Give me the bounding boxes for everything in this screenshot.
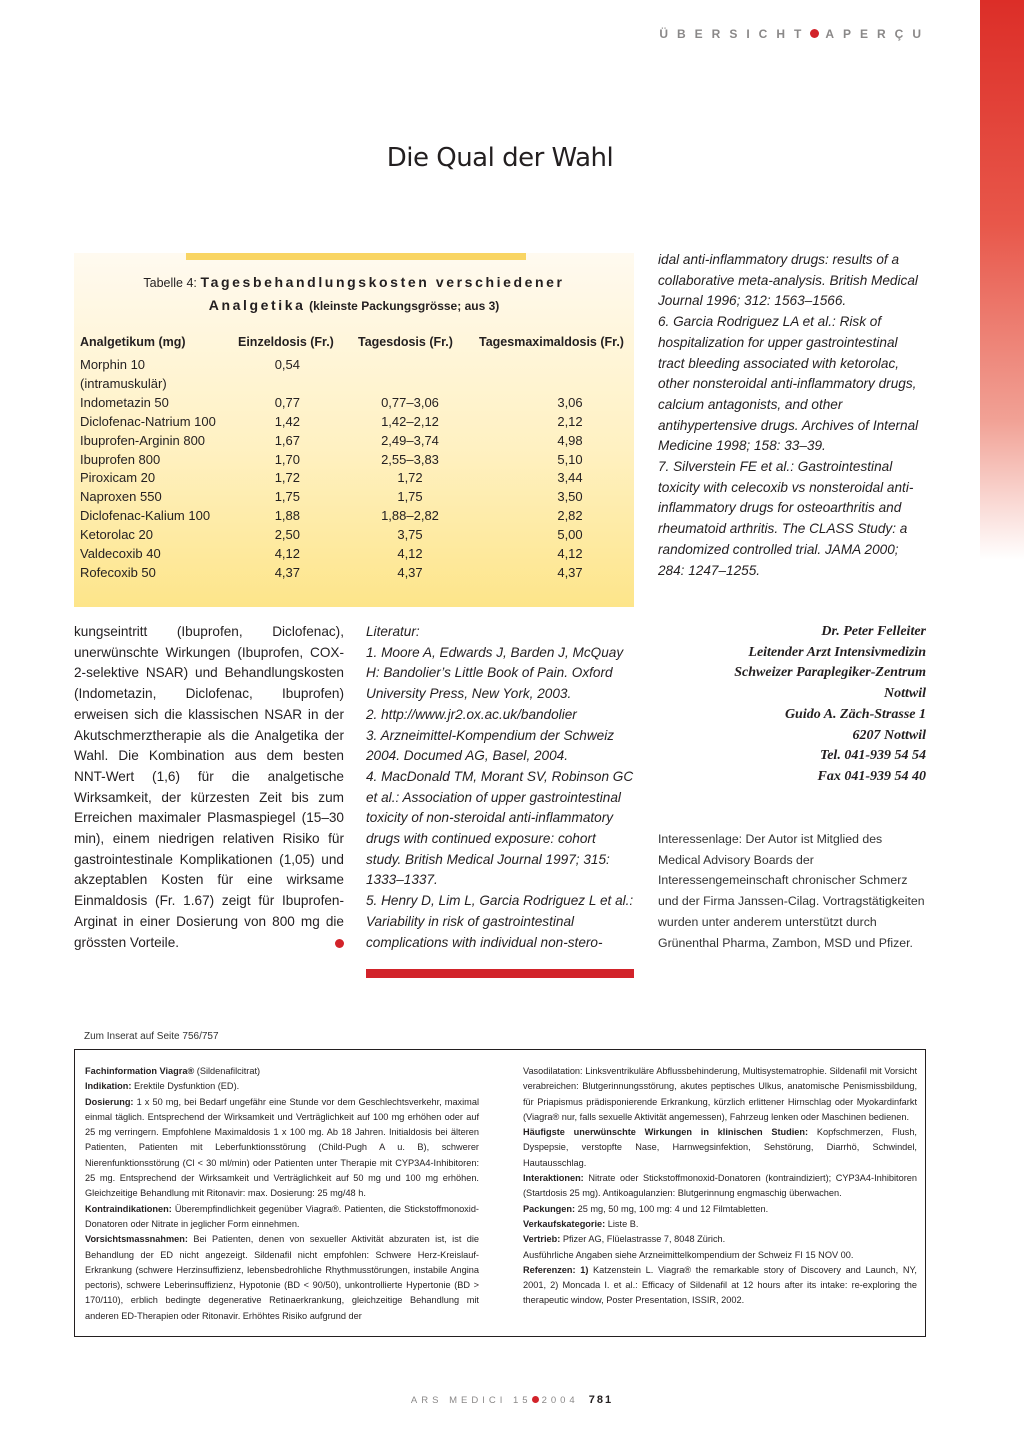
footer-year: 2004 [541,1395,579,1406]
table-caption-label: Tabelle 4: [143,276,197,290]
max-dose-cell: 4,98 [557,432,583,448]
table-header-drug: Analgetikum (mg) [80,335,186,349]
drug-name-cell: (intramuskulär) [80,375,167,391]
table-row [80,565,640,584]
single-dose-cell: 1,70 [274,451,300,467]
drug-name-cell: Diclofenac-Kalium 100 [80,508,211,524]
single-dose-cell: 1,42 [274,413,300,429]
reference-item: 4. MacDonald TM, Morant SV, Robinson GC et al.: Association of upper gastrointestinal toxicity of non-steroidal anti-inflammatory drugs with continued exposure: cohort study. British Medical Journal 1997; 315: 1333–1337. [366,768,634,888]
table-caption-note: (kleinste Packungsgrösse; aus 3) [309,299,500,313]
drug-name-cell: Ibuprofen 800 [80,451,161,467]
author-city: 6207 Nottwil [852,727,926,743]
prescribing-info-heading: Fachinformation Viagra® [85,1066,195,1076]
author-institution: Schweizer Paraplegiker-Zentrum [734,665,926,681]
prescribing-info-paragraph [523,1263,917,1309]
daily-dose-cell: 1,42–2,12 [381,413,439,429]
daily-dose-cell: 4,12 [397,546,423,561]
author-name: Dr. Peter Felleiter [821,624,926,639]
table-row [80,414,640,433]
prescribing-info-text: Überempfindlichkeit gegenüber Viagra®. Patienten, die Stickstoffmonoxid-Donatoren oder Nitrate in jeglicher Form einnehmen. [85,1203,479,1229]
edge-color-bar [980,0,1024,560]
daily-dose-cell: 0,77–3,06 [381,394,439,410]
single-dose-cell: 4,12 [274,546,300,561]
prescribing-info-paragraph [523,1232,917,1247]
section-header [620,27,930,41]
prescribing-info-text: Liste B. [605,1218,639,1229]
prescribing-info-text: Nitrate oder Stickstoffmonoxid-Donatoren (kontraindiziert); CYP3A4-Inhibitoren (Startdosis 25 mg). Antikoagulanzien: Blutgerinnung engmaschig überwachen. [523,1173,917,1199]
drug-name-cell: Morphin 10 [80,357,146,372]
single-dose-cell: 2,50 [274,527,300,543]
prescribing-info-text: 1 x 50 mg, bei Bedarf ungefähr eine Stunde vor dem Geschlechtsverkehr, maximal einmal täglich. Entsprechend der Wirksamkeit und Verträglichkeit auf 100 mg erhöhen oder auf 25 mg verringern. Empfohlene Maximaldosis 1 x 100 mg. Ab 18 Jahren. Initialdosis bei älteren Patienten, Patienten mit Leberfunktionsstörung (Child-Pugh A u. B), schwerer Nierenfunktionsstörung (Cl < 30 ml/min) oder Patienten unter Therapie mit CYP3A4-Inhibitoren: 25 mg. Entsprechend der Wirksamkeit und Verträglichkeit auf 50 mg und 100 mg erhöhen. Gleichzeitige Behandlung mit Ritonavir: max. Dosierung: 25 mg/48 h. [85,1096,479,1199]
table-row [80,452,640,471]
prescribing-info-paragraph [523,1064,917,1125]
table-row [80,433,640,452]
daily-dose-cell: 1,72 [397,470,423,486]
prescribing-info-text: Kopfschmerzen, Flush, Dyspepsie, verstopfte Nase, Harnwegsinfektion, Sehstörung, Diarrhö, Schwindel, Hautausschlag. [523,1127,917,1168]
reference-item: 6. Garcia Rodriguez LA et al.: Risk of hospitalization for upper gastrointestinal tract bleeding associated with ketorolac, other nonsteroidal anti-inflammatory drugs, calcium antagonists, and other antihypertensive drugs. Archives of Internal Medicine 1998; 158: 33–39. [658,314,919,454]
table-caption [74,271,634,317]
prescribing-info-text: Katzenstein L. Viagra® the remarkable story of Discovery and Launch, NY, 2001, 2) Moncada I. et al.: Efficacy of Sildenafil at 12 hours after its intake: re-exploring the therapeutic window, Poster Presentation, ISSIR, 2002. [523,1264,917,1306]
table-header-daily: Tagesdosis (Fr.) [358,335,453,349]
end-mark-icon [335,939,344,948]
ad-reference-note: Zum Inserat auf Seite 756/757 [84,1031,219,1042]
max-dose-cell: 4,12 [557,546,583,561]
author-fax: Fax 041-939 54 40 [817,768,926,784]
prescribing-info-paragraph [85,1095,479,1202]
table-caption-line2: Analgetika [208,297,306,313]
table-row [80,546,640,565]
prescribing-info-text: Ausführliche Angaben siehe Arzneimittelkompendium der Schweiz FI 15 NOV 00. [523,1249,854,1260]
prescribing-info-left [85,1064,479,1324]
single-dose-cell: 1,75 [274,489,300,505]
single-dose-cell: 1,67 [274,432,300,448]
literature-column-right [658,250,926,581]
table-row [80,357,640,376]
reference-item: idal anti-inflammatory drugs: results of a collaborative meta-analysis. British Medical Journal 1996; 312: 1563–1566. [658,252,918,309]
drug-name-cell: Diclofenac-Natrium 100 [80,413,216,429]
table-row [80,395,640,414]
prescribing-info-paragraph [523,1202,917,1217]
max-dose-cell: 3,44 [557,470,583,486]
footer-journal: ARS MEDICI 15 [410,1395,532,1406]
table-header-single: Einzeldosis (Fr.) [238,335,334,349]
section-label-fr: APERÇU [825,27,930,41]
single-dose-cell: 1,72 [274,470,300,486]
prescribing-info-heading: Vertrieb: [523,1234,561,1245]
author-block [658,622,926,788]
prescribing-info-paragraph [85,1079,479,1094]
prescribing-info-heading: Indikation: [85,1081,132,1092]
single-dose-cell: 0,77 [274,394,300,410]
max-dose-cell: 3,50 [557,489,583,505]
single-dose-cell: 4,37 [274,564,300,580]
reference-item: 2. http://www.jr2.ox.ac.uk/bandolier [366,706,577,722]
drug-name-cell: Naproxen 550 [80,489,162,505]
prescribing-info-paragraph [85,1232,479,1324]
prescribing-info-paragraph [85,1202,479,1233]
bullet-dot-icon [810,29,819,38]
column-end-bar [366,969,634,978]
prescribing-info-text: (Sildenafilcitrat) [194,1066,261,1076]
drug-name-cell: Ketorolac 20 [80,527,153,543]
daily-dose-cell: 3,75 [397,527,423,543]
prescribing-info-paragraph [85,1064,479,1079]
prescribing-info-heading: Packungen: [523,1203,576,1214]
author-phone: Tel. 041-939 54 54 [819,748,926,764]
reference-item: 5. Henry D, Lim L, Garcia Rodriguez L et al.: Variability in risk of gastrointestinal complications with individual non-stero- [366,893,634,950]
prescribing-info-text: 25 mg, 50 mg, 100 mg: 4 und 12 Filmtabletten. [575,1203,769,1214]
page-number: 781 [588,1394,614,1406]
daily-dose-cell: 1,75 [397,489,423,505]
prescribing-info-heading: Referenzen: 1) [523,1264,589,1275]
max-dose-cell: 2,12 [557,413,583,429]
prescribing-info-text: Bei Patienten, denen von sexueller Aktivität abzuraten ist, ist die Behandlung der ED nicht angezeigt. Sildenafil nicht empfohlen: Schwere Herz-Kreislauf-Erkrankung (schwere Herzinsuffizienz, lebensbedrohliche Rhythmusstörungen, instabile Angina pectoris), schwere Leberinsuffizienz, Hypotonie (BD < 90/50), unkontrollierte Hypertonie (BD > 170/110), erblich bedingte degenerative Retinaerkrankung, gleichzeitige Behandlung mit anderen ED-Therapien oder Ritonavir. Erhöhtes Risiko aufgrund der [85,1234,479,1321]
prescribing-info-heading: Interaktionen: [523,1173,584,1184]
article-title: Die Qual der Wahl [386,143,614,173]
author-position: Leitender Arzt Intensivmedizin [748,644,926,660]
max-dose-cell: 5,00 [557,527,583,543]
footer-dot-icon [532,1396,539,1403]
drug-name-cell: Rofecoxib 50 [80,564,156,580]
table-row [80,527,640,546]
max-dose-cell: 2,82 [557,508,583,524]
prescribing-info-paragraph [523,1125,917,1171]
max-dose-cell: 5,10 [557,451,583,467]
literature-heading: Literatur: [366,624,420,639]
drug-name-cell: Ibuprofen-Arginin 800 [80,432,206,448]
author-location: Nottwil [883,686,926,702]
literature-column [366,622,634,953]
reference-item: 3. Arzneimittel-Kompendium der Schweiz 2004. Documed AG, Basel, 2004. [366,727,615,764]
conflict-of-interest: Interessenlage: Der Autor ist Mitglied des Medical Advisory Boards der Interessengemeinschaft chronischer Schmerz und der Firma Janssen-Cilag. Vortragstätigkeiten wurden unter anderem unterstützt durch Grünenthal Pharma, Zambon, MSD und Pfizer. [658,832,925,950]
prescribing-info-right [523,1064,917,1309]
max-dose-cell: 4,37 [557,564,583,580]
table-row [80,508,640,527]
table-row [80,470,640,489]
drug-name-cell: Indometazin 50 [80,394,169,410]
prescribing-info-box [74,1049,926,1337]
prescribing-info-heading: Häufigste unerwünschte Wirkungen in klinischen Studien: [523,1127,809,1138]
author-street: Guido A. Zäch-Strasse 1 [784,706,926,722]
reference-item: 1. Moore A, Edwards J, Barden J, McQuay H: Bandolier’s Little Book of Pain. Oxford University Press, New York, 2003. [366,644,624,702]
prescribing-info-paragraph [523,1217,917,1232]
body-paragraph: kungseintritt (Ibuprofen, Diclofenac), unerwünschte Wirkungen (Ibuprofen, COX-2-selektive NSAR) und Behandlungskosten (Indometazin, Diclofenac, Ibuprofen) erweisen sich die klassischen NSAR in der Akutschmerztherapie als die Analgetika der Wahl. Die Kombination aus dem besten NNT-Wert (1,6) für die analgetische Wirksamkeit, der kürzesten Zeit bis zum Erreichen maximaler Plasmaspiegel (15–30 min), einem niedrigen relativen Risiko für gastrointestinale Komplikationen (1,05) und akzeptablen Kosten für eine wirksame Einmaldosis (Fr. 1.67) zeigt für Ibuprofen-Arginat in einer Dosierung von 800 mg die grössten Vorteile. [74,624,344,950]
prescribing-info-text: Pfizer AG, Flüelastrasse 7, 8048 Zürich. [560,1234,726,1245]
prescribing-info-paragraph [523,1248,917,1263]
prescribing-info-heading: Kontraindikationen: [85,1203,172,1214]
prescribing-info-text: Vasodilatation: Linksventrikuläre Abflussbehinderung, Multisystematrophie. Sildenafil mit Vorsicht verabreichen: Blutgerinnungsstörung, akutes peptisches Ulkus, anatomische Penismissbildung, für Priapismus prädisponierende Erkrankung, kürzlich erlittener Hirnschlag oder Myokardinfarkt (Viagra® nur, falls sexuelle Aktivität angemessen), Fahrzeug lenken oder Maschinen bedienen. [523,1066,917,1122]
table-caption-line1: Tagesbehandlungskosten verschiedener [200,274,565,290]
table-row [80,376,640,395]
single-dose-cell: 1,88 [274,508,300,524]
body-text-left [74,622,344,953]
daily-dose-cell: 4,37 [397,564,423,580]
prescribing-info-text: Erektile Dysfunktion (ED). [131,1081,240,1092]
prescribing-info-heading: Dosierung: [85,1096,134,1107]
daily-dose-cell: 2,55–3,83 [381,451,439,467]
daily-dose-cell: 2,49–3,74 [381,432,439,448]
max-dose-cell: 3,06 [557,394,583,410]
drug-name-cell: Piroxicam 20 [80,470,156,486]
single-dose-cell: 0,54 [274,357,300,372]
daily-dose-cell: 1,88–2,82 [381,508,439,524]
prescribing-info-heading: Verkaufskategorie: [523,1218,606,1229]
table-top-stripe [186,253,526,260]
reference-item: 7. Silverstein FE et al.: Gastrointestinal toxicity with celecoxib vs nonsteroidal anti-inflammatory drugs for osteoarthritis and rheumatoid arthritis. The CLASS Study: a randomized controlled trial. JAMA 2000; 284: 1247–1255. [658,459,914,578]
drug-name-cell: Valdecoxib 40 [80,546,161,561]
prescribing-info-paragraph [523,1171,917,1202]
prescribing-info-heading: Vorsichtsmassnahmen: [85,1234,188,1245]
section-label-de: ÜBERSICHT [659,27,811,41]
page-footer [0,1394,1024,1406]
table-header-max: Tagesmaximaldosis (Fr.) [479,335,624,349]
table-row [80,489,640,508]
